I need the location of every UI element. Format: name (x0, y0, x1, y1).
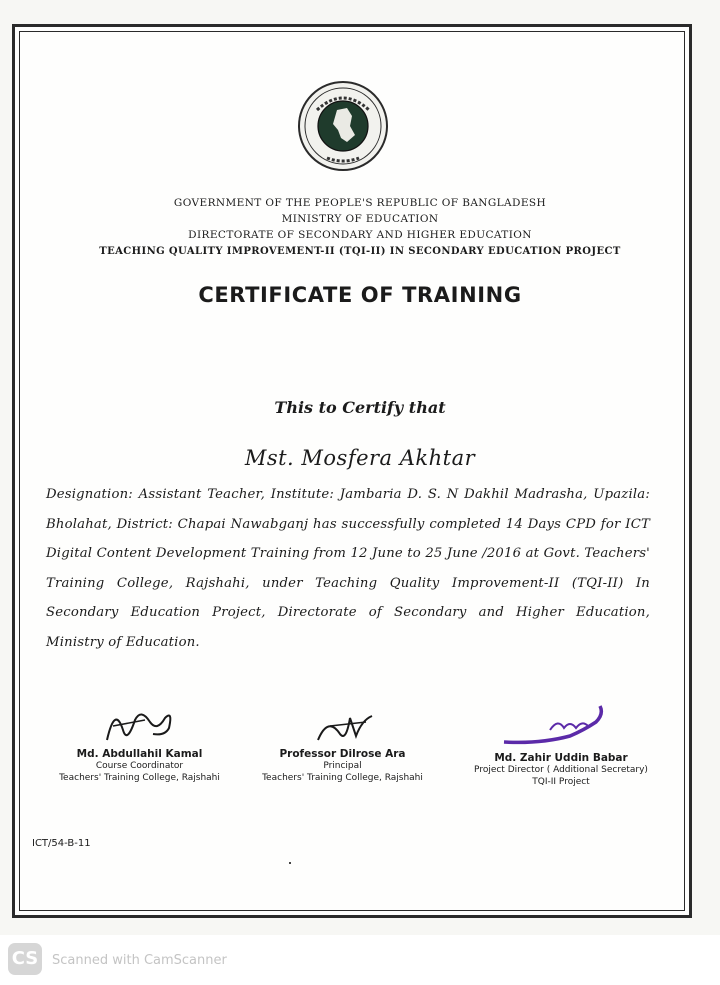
government-seal-icon (297, 80, 389, 172)
signatory-name: Md. Abdullahil Kamal (76, 748, 203, 760)
signature-mark-1 (95, 700, 180, 750)
certify-line: This to Certify that (274, 398, 446, 417)
signatory-name: Md. Zahir Uddin Babar (494, 752, 628, 764)
signature-mark-3 (500, 700, 620, 750)
header-project: TEACHING QUALITY IMPROVEMENT-II (TQI-II) IN SECONDARY EDUCATION PROJECT (99, 246, 621, 257)
signatory-name: Professor Dilrose Ara (279, 748, 406, 760)
signatory-principal (245, 748, 440, 784)
signature-mark-2 (310, 706, 385, 748)
header-government: GOVERNMENT OF THE PEOPLE'S REPUBLIC OF BANGLADESH (173, 197, 547, 209)
signatory-title: Project Director ( Additional Secretary) (474, 765, 648, 775)
signatory-title: Principal (323, 761, 362, 771)
certificate-title: CERTIFICATE OF TRAINING (198, 283, 522, 307)
signatory-title: Course Coordinator (95, 761, 184, 771)
signatory-org: Teachers' Training College, Rajshahi (262, 773, 423, 783)
signatory-org: Teachers' Training College, Rajshahi (59, 773, 220, 783)
speck (289, 862, 291, 864)
scanner-watermark-text: Scanned with CamScanner (52, 953, 227, 968)
header-ministry: MINISTRY OF EDUCATION (281, 213, 439, 225)
reference-number: ICT/54-B-11 (32, 838, 91, 849)
signatory-project-director (452, 752, 670, 788)
signatory-org: TQI-II Project (532, 777, 590, 787)
certificate-body: Designation: Assistant Teacher, Institute: Jambaria D. S. N Dakhil Madrasha, Upazila: Bholahat, District: Chapai Nawabganj has successfully completed 14 Days CPD for ICT Digital Content Development Training from 12 June to 25 June /2016 at Govt. Teachers' Training College, Rajshahi, under Teaching Quality Improvement-II (TQI-II) In Secondary Education Project, Directorate of Secondary and Higher Education, Ministry of Education. (46, 487, 650, 650)
signatory-course-coordinator (42, 748, 237, 784)
camscanner-logo-icon: CS (8, 943, 42, 975)
recipient-name: Mst. Mosfera Akhtar (244, 446, 476, 470)
header-directorate: DIRECTORATE OF SECONDARY AND HIGHER EDUCATION (188, 229, 532, 241)
